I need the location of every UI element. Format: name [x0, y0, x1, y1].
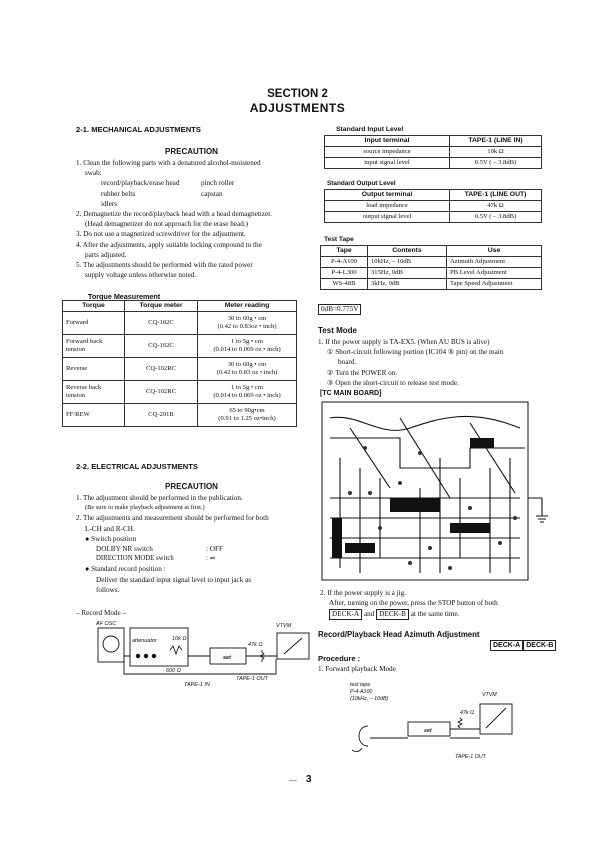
vtvm-box	[480, 704, 512, 734]
column-header: TAPE-1 (LINE IN)	[450, 136, 542, 147]
table-row	[321, 257, 542, 268]
table-row	[325, 212, 542, 223]
section-title: ADJUSTMENTS	[249, 101, 346, 115]
direction-label: DIRECTION MODE switch	[96, 555, 174, 563]
test-mode-step1: 1. If the power supply is TA-EX5. (When AU BUS is alive)	[318, 338, 490, 346]
reading-line: (0.42 to 0.83oz • inch)	[217, 323, 277, 330]
board-title: [TC MAIN BOARD]	[320, 390, 382, 397]
osc-dial-icon	[103, 636, 119, 652]
reading-line: (0.014 to 0.069 oz • inch)	[213, 392, 281, 399]
table-cell: WS-48B	[321, 279, 368, 290]
azimuth-title: Record/Playback Head Azimuth Adjustment	[318, 630, 480, 639]
table-cell: source impedance	[325, 147, 450, 158]
mech-precaution: PRECAUTION	[165, 147, 218, 156]
test-tape-label: test tape	[350, 682, 371, 688]
table-row	[63, 312, 297, 335]
mech-item5-line2: supply voltage unless otherwise noted.	[85, 271, 197, 280]
record-mode-label: – Record Mode –	[76, 609, 127, 617]
mech-item4-line1: 4. After the adjustments, apply suitable locking compound to the	[76, 240, 262, 249]
column-header: Torque	[63, 301, 125, 312]
table-cell: Forward back tension	[63, 335, 125, 358]
table-cell	[198, 358, 297, 381]
mech-precaution-list	[76, 158, 308, 280]
table-cell: input signal level	[325, 158, 450, 169]
tape-out-label: TAPE-1 OUT	[236, 676, 268, 682]
table-header-row	[63, 301, 297, 312]
column-header: Input terminal	[325, 136, 450, 147]
page-number: 3	[306, 774, 312, 785]
table-cell: CQ-102C	[125, 312, 198, 335]
part-item: record/playback/erase head	[101, 179, 180, 188]
part-item: pinch roller	[201, 179, 235, 188]
odb-note: 0dB=0.775V	[318, 304, 361, 315]
and-text: and	[363, 610, 375, 619]
bullet-text: Switch position	[91, 534, 137, 543]
table-cell: CQ-102C	[125, 335, 198, 358]
std-input-table	[324, 135, 542, 169]
reading-line: 65 to 90g•cm	[229, 407, 265, 414]
table-cell: load impedance	[325, 201, 450, 212]
table-header-row	[325, 190, 542, 201]
reading-line: (0.42 to 0.83 oz • inch)	[216, 369, 278, 376]
mech-item2-line1: 2. Demagnetize the record/playback head with a head demagnetizer.	[76, 210, 272, 219]
bullet-icon: ●	[85, 534, 90, 543]
test-tape-title: Test Tape	[324, 236, 354, 243]
tc-main-board-image	[320, 398, 550, 584]
test-mode-title: Test Mode	[318, 326, 357, 335]
tape-arrow-icon	[352, 748, 362, 752]
r10k-label: 10k Ω	[172, 636, 187, 642]
test-tape-table	[320, 245, 542, 290]
direction-row	[76, 554, 308, 564]
table-cell: 0.5V ( – 3.8dB)	[450, 158, 542, 169]
same-time-text: at the same time.	[410, 610, 460, 619]
table-row	[63, 335, 297, 358]
column-header: Contents	[368, 246, 447, 257]
test-tape-signal: (10kHz, – 10dB)	[350, 696, 389, 702]
deliver-line1: Deliver the standard input signal level to input jack as	[96, 575, 252, 584]
table-cell: 10k Ω	[450, 147, 542, 158]
torque-table	[62, 300, 297, 427]
table-cell: output signal level	[325, 212, 450, 223]
elec-item1-line2: (Be sure to make playback adjustment at first.)	[85, 504, 205, 512]
table-cell	[198, 335, 297, 358]
reading-line: 1 to 5g • cm	[231, 338, 263, 345]
jig-steps	[320, 588, 560, 620]
column-header: Output terminal	[325, 190, 450, 201]
section-number: SECTION 2	[267, 88, 328, 100]
dolby-value: : OFF	[206, 545, 223, 554]
dolby-label: DOLBY NR switch	[96, 545, 153, 554]
mech-item1-line1: 1. Clean the following parts with a denatured alcohol-moistened	[76, 159, 261, 167]
part-item: idlers	[101, 199, 117, 208]
table-cell: Reverse back tension	[63, 381, 125, 404]
column-header: Tape	[321, 246, 368, 257]
procedure-label: Procedure :	[318, 654, 361, 663]
tape-out-label: TAPE-1 OUT	[455, 754, 486, 760]
page-dash: —	[289, 776, 297, 785]
r600-label: 600 Ω	[166, 668, 181, 674]
azimuth-decks	[490, 640, 556, 651]
column-header: Meter reading	[198, 301, 297, 312]
deck-b-box: DECK-B	[376, 609, 409, 620]
table-cell: CQ-102RC	[125, 358, 198, 381]
mech-heading: 2-1. MECHANICAL ADJUSTMENTS	[76, 125, 201, 134]
af-osc-box	[98, 628, 124, 662]
bullet-icon: ●	[85, 565, 90, 574]
mech-item3: 3. Do not use a magnetized screwdriver for the adjustment.	[76, 230, 246, 239]
table-cell	[198, 381, 297, 404]
test-tape-id: P-4-A100	[350, 689, 373, 695]
test-mode-step1a-cont: board.	[338, 358, 357, 367]
part-item: rubber belts	[101, 189, 136, 198]
table-cell: FF/REW	[63, 404, 125, 427]
procedure-block	[318, 654, 396, 674]
column-header: Torque meter	[125, 301, 198, 312]
table-cell: Forward	[63, 312, 125, 335]
table-row	[63, 404, 297, 427]
table-cell: P-4-A100	[321, 257, 368, 268]
deck-a-box: DECK-A	[490, 640, 523, 651]
table-row	[325, 201, 542, 212]
test-mode-step1c: ③ Open the short-circuit to release test mode.	[327, 378, 459, 387]
table-cell: 10kHz, – 10dB	[368, 257, 447, 268]
elec-item2-line2: L-CH and R-CH.	[85, 524, 135, 533]
elec-item1-line1: 1. The adjustment should be performed in the publication.	[76, 494, 243, 502]
elec-heading: 2-2. ELECTRICAL ADJUSTMENTS	[76, 462, 198, 471]
std-output-table	[324, 189, 542, 223]
mech-item5-line1: 5. The adjustments should be performed with the rated power	[76, 261, 253, 270]
vtvm-needle-icon	[284, 638, 302, 654]
reading-line: (0.91 to 1.25 oz•inch)	[218, 415, 276, 422]
procedure-step1: 1. Forward playback Mode	[318, 665, 396, 674]
table-cell: 315Hz, 0dB	[368, 268, 447, 279]
table-cell: 3kHz, 0dB	[368, 279, 447, 290]
jig-step2: 2. If the power supply is a jig.	[320, 589, 407, 597]
r47k-label: 47k Ω	[460, 710, 475, 716]
table-cell: Reverse	[63, 358, 125, 381]
mech-parts	[76, 178, 308, 209]
resistor-icon	[458, 718, 462, 728]
set-label: set	[424, 728, 432, 734]
table-cell: P-4-L300	[321, 268, 368, 279]
column-header: Use	[447, 246, 542, 257]
table-cell: CQ-102RC	[125, 381, 198, 404]
reading-line: 30 to 60g • cm	[227, 361, 267, 368]
attenuator-label: attenuator	[132, 638, 157, 644]
table-row	[325, 147, 542, 158]
dolby-row	[76, 544, 308, 554]
table-cell: CQ-201B	[125, 404, 198, 427]
table-cell	[198, 404, 297, 427]
bullet-text: Standard record position :	[91, 565, 166, 574]
table-header-row	[321, 246, 542, 257]
bullet-switch-position	[76, 534, 308, 544]
reading-line: 30 to 60g • cm	[227, 315, 267, 322]
r47k-label: 47k Ω	[248, 642, 263, 648]
elec-item2-line1: 2. The adjustments and measurement should be performed for both	[76, 514, 269, 523]
test-mode-steps	[318, 337, 558, 388]
test-mode-step1a: ① Short-circuit following portion (IC104 ⑤ pin) on the main	[327, 348, 504, 357]
reading-line: (0.014 to 0.069 oz • inch)	[213, 346, 281, 353]
table-header-row	[325, 136, 542, 147]
table-row	[321, 268, 542, 279]
table-row	[63, 381, 297, 404]
tape-in-label: TAPE-1 IN	[184, 682, 210, 688]
deck-a-box: DECK-A	[329, 609, 362, 620]
direction-value: : ⇌	[206, 555, 216, 563]
table-cell: Tape Speed Adjustment	[447, 279, 542, 290]
jig-step2-text: After, turning on the power, press the STOP button of both	[329, 599, 498, 608]
mech-item4-line2: parts adjusted.	[85, 250, 127, 259]
jig-step2-decks	[320, 609, 560, 620]
resistor-icon	[170, 646, 182, 654]
table-cell: 47k Ω	[450, 201, 542, 212]
column-header: TAPE-1 (LINE OUT)	[450, 190, 542, 201]
reading-line: 1 to 5g • cm	[231, 384, 263, 391]
mech-item1-line2: swab:	[85, 169, 102, 178]
table-cell	[198, 312, 297, 335]
test-mode-step1b: ② Turn the POWER on.	[327, 368, 398, 377]
tape-reel-icon	[359, 726, 368, 746]
vtvm-needle-icon	[486, 708, 506, 728]
deck-b-box: DECK-B	[523, 640, 556, 651]
table-cell: 0.5V ( – 3.8dB)	[450, 212, 542, 223]
table-row	[63, 358, 297, 381]
std-input-title: Standard Input Level	[336, 126, 404, 133]
azimuth-diagram	[330, 678, 550, 764]
table-row	[321, 279, 542, 290]
vtvm-label: VTVM	[482, 692, 497, 698]
set-label: set	[223, 655, 231, 661]
std-output-title: Standard Output Level	[327, 180, 396, 187]
torque-title: Torque Measurement	[88, 292, 161, 301]
bullet-standard-record	[76, 564, 308, 574]
part-item: capstan	[201, 189, 223, 198]
vtvm-label: VTVM	[276, 623, 292, 629]
af-osc-label: AF OSC	[96, 621, 117, 627]
table-row	[325, 158, 542, 169]
mech-item2-line2: (Head demagnetizer do not approach for the erase head.)	[85, 220, 249, 229]
elec-precaution-list	[76, 493, 308, 595]
elec-precaution: PRECAUTION	[165, 482, 218, 491]
deliver-line2: follows.	[96, 585, 120, 594]
table-cell: PB Level Adjustment	[447, 268, 542, 279]
table-cell: Azimuth Adjustment	[447, 257, 542, 268]
record-mode-diagram	[80, 620, 320, 692]
